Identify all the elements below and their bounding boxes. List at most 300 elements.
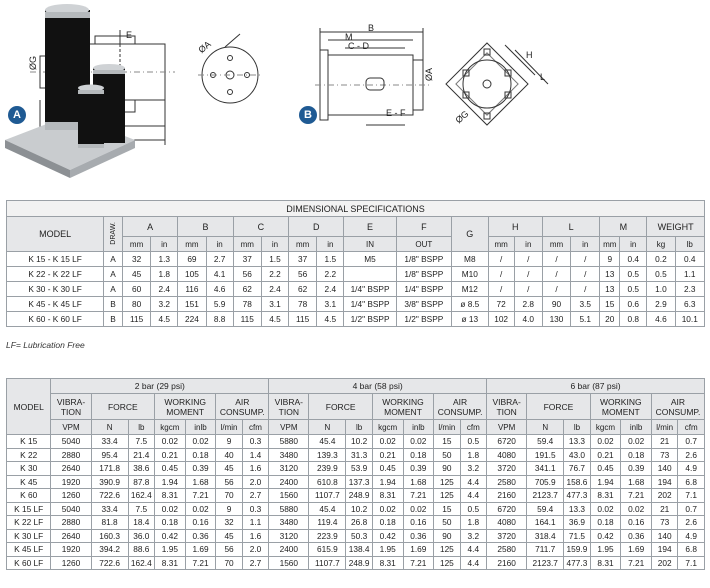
perf-unit-header: N xyxy=(309,420,346,435)
perf-model-cell: K 60 xyxy=(7,489,51,503)
dim-value-cell xyxy=(344,267,396,282)
perf-value-cell: 1260 xyxy=(51,556,91,570)
perf-unit-header: l/min xyxy=(216,420,242,435)
dim-value-cell: 56 xyxy=(233,267,261,282)
dim-col-draw xyxy=(104,217,123,252)
dim-value-cell: 1/4" BSPP xyxy=(396,282,451,297)
dim-value-cell: 2.7 xyxy=(206,252,233,267)
perf-value-cell: 0.36 xyxy=(621,529,652,543)
dim-value-cell: 4.5 xyxy=(151,312,178,327)
label-l: L xyxy=(540,72,546,82)
perf-subgroup-header: VIBRA-TION xyxy=(51,394,91,420)
perf-value-cell: 194 xyxy=(651,475,677,489)
dim-value-cell: 8.8 xyxy=(206,312,233,327)
dim-value-cell: 1/2" BSPP xyxy=(344,312,396,327)
perf-value-cell: 1.95 xyxy=(155,543,186,557)
dim-value-cell: 0.4 xyxy=(620,252,647,267)
perf-value-cell: 1560 xyxy=(269,556,309,570)
dim-value-cell: 62 xyxy=(233,282,261,297)
perf-value-cell: 390.9 xyxy=(91,475,128,489)
perf-value-cell: 7.1 xyxy=(678,489,705,503)
perf-value-cell: 0.02 xyxy=(621,435,652,449)
perf-model-cell: K 22 xyxy=(7,448,51,462)
dim-group-l: L xyxy=(542,217,599,237)
dim-value-cell: / xyxy=(514,282,542,297)
perf-unit-header: cfm xyxy=(678,420,705,435)
dim-value-cell: / xyxy=(571,282,600,297)
dim-unit: kg xyxy=(647,237,675,252)
perf-value-cell: 0.02 xyxy=(590,435,621,449)
dim-value-cell: 62 xyxy=(289,282,317,297)
dim-value-cell: 4.5 xyxy=(317,312,344,327)
perf-value-cell: 0.18 xyxy=(372,516,403,530)
perf-value-cell: 45 xyxy=(216,529,242,543)
perf-value-cell: 56 xyxy=(216,475,242,489)
perf-value-cell: 160.3 xyxy=(91,529,128,543)
perf-col-model: MODEL xyxy=(7,379,51,435)
perf-value-cell: 4080 xyxy=(487,516,527,530)
perf-value-cell: 0.21 xyxy=(372,448,403,462)
drawing-a-badge: A xyxy=(8,106,26,124)
perf-value-cell: 0.5 xyxy=(460,502,486,516)
dim-value-cell: A xyxy=(104,252,123,267)
perf-value-cell: 0.7 xyxy=(678,502,705,516)
perf-value-cell: 21.4 xyxy=(128,448,154,462)
dim-value-cell: 0.5 xyxy=(620,267,647,282)
perf-value-cell: 0.02 xyxy=(372,435,403,449)
dim-value-cell: 1/8" BSPP xyxy=(396,252,451,267)
perf-value-cell: 0.36 xyxy=(185,529,216,543)
perf-value-cell: 15 xyxy=(434,502,460,516)
perf-value-cell: 1.6 xyxy=(242,529,268,543)
perf-value-cell: 0.21 xyxy=(590,448,621,462)
dim-value-cell: 115 xyxy=(289,312,317,327)
perf-value-cell: 6720 xyxy=(487,502,527,516)
dim-value-cell: 78 xyxy=(289,297,317,312)
dim-value-cell: B xyxy=(104,312,123,327)
perf-value-cell: 6720 xyxy=(487,435,527,449)
perf-value-cell: 95.4 xyxy=(91,448,128,462)
perf-value-cell: 2.0 xyxy=(242,475,268,489)
perf-value-cell: 1.68 xyxy=(403,475,434,489)
perf-value-cell: 2.6 xyxy=(678,516,705,530)
perf-value-cell: 0.3 xyxy=(242,435,268,449)
perf-value-cell: 125 xyxy=(434,543,460,557)
perf-value-cell: 0.42 xyxy=(372,529,403,543)
perf-value-cell: 0.45 xyxy=(372,462,403,476)
dim-group-h: H xyxy=(488,217,542,237)
perf-value-cell: 125 xyxy=(434,489,460,503)
perf-value-cell: 2880 xyxy=(51,516,91,530)
perf-value-cell: 0.02 xyxy=(590,502,621,516)
dim-table-row xyxy=(7,267,705,282)
dim-value-cell: M12 xyxy=(452,282,489,297)
perf-value-cell: 1260 xyxy=(51,489,91,503)
dim-value-cell: 72 xyxy=(488,297,514,312)
dim-value-cell: 20 xyxy=(600,312,620,327)
perf-table-row xyxy=(7,543,705,557)
perf-value-cell: 202 xyxy=(651,489,677,503)
perf-model-cell: K 30 xyxy=(7,462,51,476)
perf-value-cell: 137.3 xyxy=(346,475,372,489)
perf-value-cell: 45.4 xyxy=(309,435,346,449)
perf-value-cell: 8.31 xyxy=(590,556,621,570)
perf-value-cell: 31.3 xyxy=(346,448,372,462)
perf-value-cell: 0.18 xyxy=(155,516,186,530)
perf-value-cell: 8.31 xyxy=(372,489,403,503)
dim-value-cell: A xyxy=(104,282,123,297)
perf-value-cell: 87.8 xyxy=(128,475,154,489)
perf-value-cell: 722.6 xyxy=(91,556,128,570)
perf-unit-header: N xyxy=(527,420,564,435)
perf-subgroup-header: FORCE xyxy=(91,394,154,420)
perf-model-cell: K 22 LF xyxy=(7,516,51,530)
dim-value-cell: 4.6 xyxy=(206,282,233,297)
perf-model-cell: K 60 LF xyxy=(7,556,51,570)
dim-col-model: MODEL xyxy=(7,217,104,252)
perf-value-cell: 7.5 xyxy=(128,435,154,449)
perf-unit-header: l/min xyxy=(651,420,677,435)
perf-value-cell: 2580 xyxy=(487,475,527,489)
performance-table xyxy=(6,378,705,570)
perf-subgroup-header: AIR CONSUMP. xyxy=(434,394,487,420)
perf-value-cell: 140 xyxy=(651,529,677,543)
dim-value-cell: M5 xyxy=(344,252,396,267)
dim-value-cell: 4.1 xyxy=(206,267,233,282)
dim-value-cell: / xyxy=(542,267,570,282)
perf-value-cell: 2880 xyxy=(51,448,91,462)
perf-value-cell: 1.94 xyxy=(155,475,186,489)
dim-value-cell: ø 8.5 xyxy=(452,297,489,312)
dim-group-weight: WEIGHT xyxy=(647,217,705,237)
perf-value-cell: 0.02 xyxy=(372,502,403,516)
perf-value-cell: 81.8 xyxy=(91,516,128,530)
perf-value-cell: 2.7 xyxy=(242,489,268,503)
perf-value-cell: 3.2 xyxy=(460,462,486,476)
perf-value-cell: 341.1 xyxy=(527,462,564,476)
perf-subgroup-header: FORCE xyxy=(527,394,590,420)
perf-value-cell: 1107.7 xyxy=(309,489,346,503)
dim-unit: in xyxy=(317,237,344,252)
dim-group-c: C xyxy=(233,217,288,237)
perf-pressure-header: 2 bar (29 psi) xyxy=(51,379,269,394)
perf-value-cell: 7.21 xyxy=(621,556,652,570)
perf-value-cell: 1.94 xyxy=(590,475,621,489)
dim-model-cell: K 60 - K 60 LF xyxy=(7,312,104,327)
perf-table-row xyxy=(7,462,705,476)
perf-value-cell: 125 xyxy=(434,475,460,489)
perf-value-cell: 2640 xyxy=(51,462,91,476)
dim-value-cell: 1.5 xyxy=(261,252,288,267)
perf-value-cell: 194 xyxy=(651,543,677,557)
perf-value-cell: 1.1 xyxy=(242,516,268,530)
perf-value-cell: 1.94 xyxy=(372,475,403,489)
dim-table-row xyxy=(7,312,705,327)
dim-value-cell: 15 xyxy=(600,297,620,312)
perf-value-cell: 2.6 xyxy=(678,448,705,462)
perf-value-cell: 59.4 xyxy=(527,502,564,516)
perf-unit-header: cfm xyxy=(242,420,268,435)
perf-value-cell: 8.31 xyxy=(372,556,403,570)
perf-pressure-row xyxy=(7,379,705,394)
dim-value-cell: A xyxy=(104,267,123,282)
perf-value-cell: 0.7 xyxy=(678,435,705,449)
perf-value-cell: 0.45 xyxy=(155,462,186,476)
dim-value-cell: M10 xyxy=(452,267,489,282)
dim-model-cell: K 30 - K 30 LF xyxy=(7,282,104,297)
perf-value-cell: 119.4 xyxy=(309,516,346,530)
perf-value-cell: 0.16 xyxy=(185,516,216,530)
perf-subgroup-header: FORCE xyxy=(309,394,372,420)
dim-value-cell: 2.2 xyxy=(261,267,288,282)
perf-value-cell: 0.42 xyxy=(155,529,186,543)
drawing-b-badge: B xyxy=(299,106,317,124)
dim-group-a: A xyxy=(122,217,177,237)
perf-value-cell: 223.9 xyxy=(309,529,346,543)
perf-value-cell: 162.4 xyxy=(128,556,154,570)
perf-value-cell: 1107.7 xyxy=(309,556,346,570)
dim-value-cell: 1.8 xyxy=(151,267,178,282)
perf-value-cell: 0.02 xyxy=(403,435,434,449)
perf-value-cell: 159.9 xyxy=(564,543,590,557)
perf-value-cell: 191.5 xyxy=(527,448,564,462)
perf-value-cell: 4.9 xyxy=(678,529,705,543)
dim-value-cell: 1/4" BSPP xyxy=(344,282,396,297)
perf-subgroup-header: VIBRA-TION xyxy=(487,394,527,420)
label-b2: B xyxy=(368,23,375,33)
perf-value-cell: 33.4 xyxy=(91,435,128,449)
perf-value-cell: 0.02 xyxy=(621,502,652,516)
dim-col-draw-text: DRAW. xyxy=(109,221,117,245)
perf-value-cell: 0.3 xyxy=(242,502,268,516)
perf-value-cell: 4.4 xyxy=(460,489,486,503)
dim-unit: mm xyxy=(178,237,206,252)
dim-value-cell: B xyxy=(104,297,123,312)
dim-value-cell: 80 xyxy=(122,297,150,312)
dim-value-cell: 4.6 xyxy=(647,312,675,327)
dim-unit: OUT xyxy=(396,237,451,252)
perf-unit-header: lb xyxy=(128,420,154,435)
dim-value-cell: 102 xyxy=(488,312,514,327)
perf-table-row xyxy=(7,502,705,516)
perf-value-cell: 5040 xyxy=(51,502,91,516)
dim-value-cell: 224 xyxy=(178,312,206,327)
dim-unit: lb xyxy=(675,237,704,252)
dim-group-m: M xyxy=(600,217,647,237)
perf-value-cell: 4.4 xyxy=(460,543,486,557)
perf-value-cell: 59.4 xyxy=(527,435,564,449)
dim-value-cell: 37 xyxy=(233,252,261,267)
perf-value-cell: 4.4 xyxy=(460,556,486,570)
dim-table-row xyxy=(7,297,705,312)
dim-value-cell: / xyxy=(542,252,570,267)
dim-unit: mm xyxy=(233,237,261,252)
dim-value-cell: 3/8" BSPP xyxy=(396,297,451,312)
dim-value-cell: 0.6 xyxy=(620,297,647,312)
perf-table-body xyxy=(7,435,705,570)
dim-table-body xyxy=(7,252,705,327)
perf-value-cell: 9 xyxy=(216,502,242,516)
perf-unit-header: cfm xyxy=(460,420,486,435)
perf-value-cell: 56 xyxy=(216,543,242,557)
perf-value-cell: 0.39 xyxy=(403,462,434,476)
dim-value-cell: 2.2 xyxy=(317,267,344,282)
label-e: E xyxy=(126,30,133,40)
perf-unit-header: inlb xyxy=(185,420,216,435)
perf-value-cell: 1920 xyxy=(51,543,91,557)
dim-value-cell: / xyxy=(514,267,542,282)
perf-value-cell: 7.21 xyxy=(403,556,434,570)
perf-value-cell: 5040 xyxy=(51,435,91,449)
perf-value-cell: 73 xyxy=(651,448,677,462)
perf-value-cell: 50 xyxy=(434,516,460,530)
perf-unit-header: VPM xyxy=(487,420,527,435)
perf-value-cell: 0.02 xyxy=(185,435,216,449)
dim-value-cell: 130 xyxy=(542,312,570,327)
perf-value-cell: 5880 xyxy=(269,502,309,516)
dim-unit: mm xyxy=(289,237,317,252)
dim-model-cell: K 15 - K 15 LF xyxy=(7,252,104,267)
perf-subgroup-header: WORKING MOMENT xyxy=(155,394,216,420)
dim-value-cell: 10.1 xyxy=(675,312,704,327)
dim-value-cell: / xyxy=(488,252,514,267)
perf-subgroup-header: WORKING MOMENT xyxy=(590,394,651,420)
perf-value-cell: 202 xyxy=(651,556,677,570)
dim-table-row xyxy=(7,282,705,297)
perf-value-cell: 705.9 xyxy=(527,475,564,489)
perf-value-cell: 3.2 xyxy=(460,529,486,543)
perf-table-row xyxy=(7,556,705,570)
perf-subgroup-row xyxy=(7,394,705,420)
perf-table-row xyxy=(7,529,705,543)
perf-value-cell: 4.9 xyxy=(678,462,705,476)
perf-value-cell: 10.2 xyxy=(346,435,372,449)
perf-value-cell: 711.7 xyxy=(527,543,564,557)
perf-unit-header: lb xyxy=(564,420,590,435)
label-a: ØA xyxy=(196,38,213,56)
perf-value-cell: 0.18 xyxy=(621,448,652,462)
perf-unit-header: inlb xyxy=(621,420,652,435)
perf-unit-header: inlb xyxy=(403,420,434,435)
perf-value-cell: 0.21 xyxy=(155,448,186,462)
dim-value-cell: 5.1 xyxy=(571,312,600,327)
perf-value-cell: 7.21 xyxy=(403,489,434,503)
dim-model-cell: K 45 - K 45 LF xyxy=(7,297,104,312)
perf-value-cell: 1.95 xyxy=(372,543,403,557)
dim-value-cell: 2.4 xyxy=(317,282,344,297)
perf-value-cell: 2640 xyxy=(51,529,91,543)
dimensional-specs-table xyxy=(6,200,705,327)
perf-value-cell: 138.4 xyxy=(346,543,372,557)
perf-value-cell: 3120 xyxy=(269,529,309,543)
perf-value-cell: 6.8 xyxy=(678,475,705,489)
perf-value-cell: 477.3 xyxy=(564,556,590,570)
perf-value-cell: 477.3 xyxy=(564,489,590,503)
dim-value-cell: 1.0 xyxy=(647,282,675,297)
perf-value-cell: 1.69 xyxy=(403,543,434,557)
dim-value-cell: 3.1 xyxy=(317,297,344,312)
perf-value-cell: 90 xyxy=(434,462,460,476)
dim-value-cell: 105 xyxy=(178,267,206,282)
dim-value-cell: 115 xyxy=(122,312,150,327)
dim-unit: IN xyxy=(344,237,396,252)
perf-unit-header: l/min xyxy=(434,420,460,435)
perf-value-cell: 0.02 xyxy=(185,502,216,516)
dim-value-cell: 4.0 xyxy=(514,312,542,327)
perf-value-cell: 6.8 xyxy=(678,543,705,557)
perf-value-cell: 2.0 xyxy=(242,543,268,557)
dim-value-cell: 32 xyxy=(122,252,150,267)
perf-value-cell: 1.68 xyxy=(185,475,216,489)
perf-value-cell: 394.2 xyxy=(91,543,128,557)
perf-value-cell: 4.4 xyxy=(460,475,486,489)
perf-value-cell: 1.8 xyxy=(460,516,486,530)
perf-value-cell: 1.69 xyxy=(185,543,216,557)
dim-value-cell: 0.4 xyxy=(675,252,704,267)
dim-group-e: E xyxy=(344,217,396,237)
perf-value-cell: 2160 xyxy=(487,489,527,503)
dim-value-cell: 78 xyxy=(233,297,261,312)
label-g2: ØG xyxy=(453,108,471,126)
perf-value-cell: 3720 xyxy=(487,462,527,476)
dim-unit: mm xyxy=(488,237,514,252)
perf-value-cell: 248.9 xyxy=(346,489,372,503)
perf-value-cell: 13.3 xyxy=(564,435,590,449)
perf-value-cell: 8.31 xyxy=(155,489,186,503)
dim-unit: in xyxy=(571,237,600,252)
perf-value-cell: 76.7 xyxy=(564,462,590,476)
perf-value-cell: 43.0 xyxy=(564,448,590,462)
perf-value-cell: 610.8 xyxy=(309,475,346,489)
perf-value-cell: 171.8 xyxy=(91,462,128,476)
perf-value-cell: 1.69 xyxy=(621,543,652,557)
dim-value-cell: 151 xyxy=(178,297,206,312)
technical-drawings xyxy=(0,0,710,190)
dim-value-cell: 37 xyxy=(289,252,317,267)
dim-value-cell: 56 xyxy=(289,267,317,282)
dim-value-cell: 116 xyxy=(178,282,206,297)
perf-model-cell: K 45 xyxy=(7,475,51,489)
perf-value-cell: 7.21 xyxy=(185,489,216,503)
perf-value-cell: 2400 xyxy=(269,543,309,557)
dim-value-cell: 2.4 xyxy=(151,282,178,297)
perf-value-cell: 1.68 xyxy=(621,475,652,489)
dim-value-cell: / xyxy=(514,252,542,267)
dim-value-cell: 1/2" BSPP xyxy=(396,312,451,327)
perf-value-cell: 8.31 xyxy=(155,556,186,570)
label-cd: C - D xyxy=(348,41,369,51)
label-g: ØG xyxy=(28,56,38,71)
dim-value-cell: 6.3 xyxy=(675,297,704,312)
perf-model-cell: K 45 LF xyxy=(7,543,51,557)
perf-unit-header: kgcm xyxy=(155,420,186,435)
perf-pressure-header: 4 bar (58 psi) xyxy=(269,379,487,394)
perf-value-cell: 139.3 xyxy=(309,448,346,462)
perf-value-cell: 2400 xyxy=(269,475,309,489)
perf-value-cell: 70 xyxy=(216,489,242,503)
dim-unit: mm xyxy=(600,237,620,252)
perf-value-cell: 50.3 xyxy=(346,529,372,543)
dim-unit: mm xyxy=(542,237,570,252)
dim-value-cell: 90 xyxy=(542,297,570,312)
dim-model-cell: K 22 - K 22 LF xyxy=(7,267,104,282)
perf-value-cell: 18.4 xyxy=(128,516,154,530)
perf-value-cell: 33.4 xyxy=(91,502,128,516)
dim-value-cell: 1.3 xyxy=(151,252,178,267)
dim-value-cell: / xyxy=(571,252,600,267)
perf-value-cell: 140 xyxy=(651,462,677,476)
dim-group-b: B xyxy=(178,217,233,237)
